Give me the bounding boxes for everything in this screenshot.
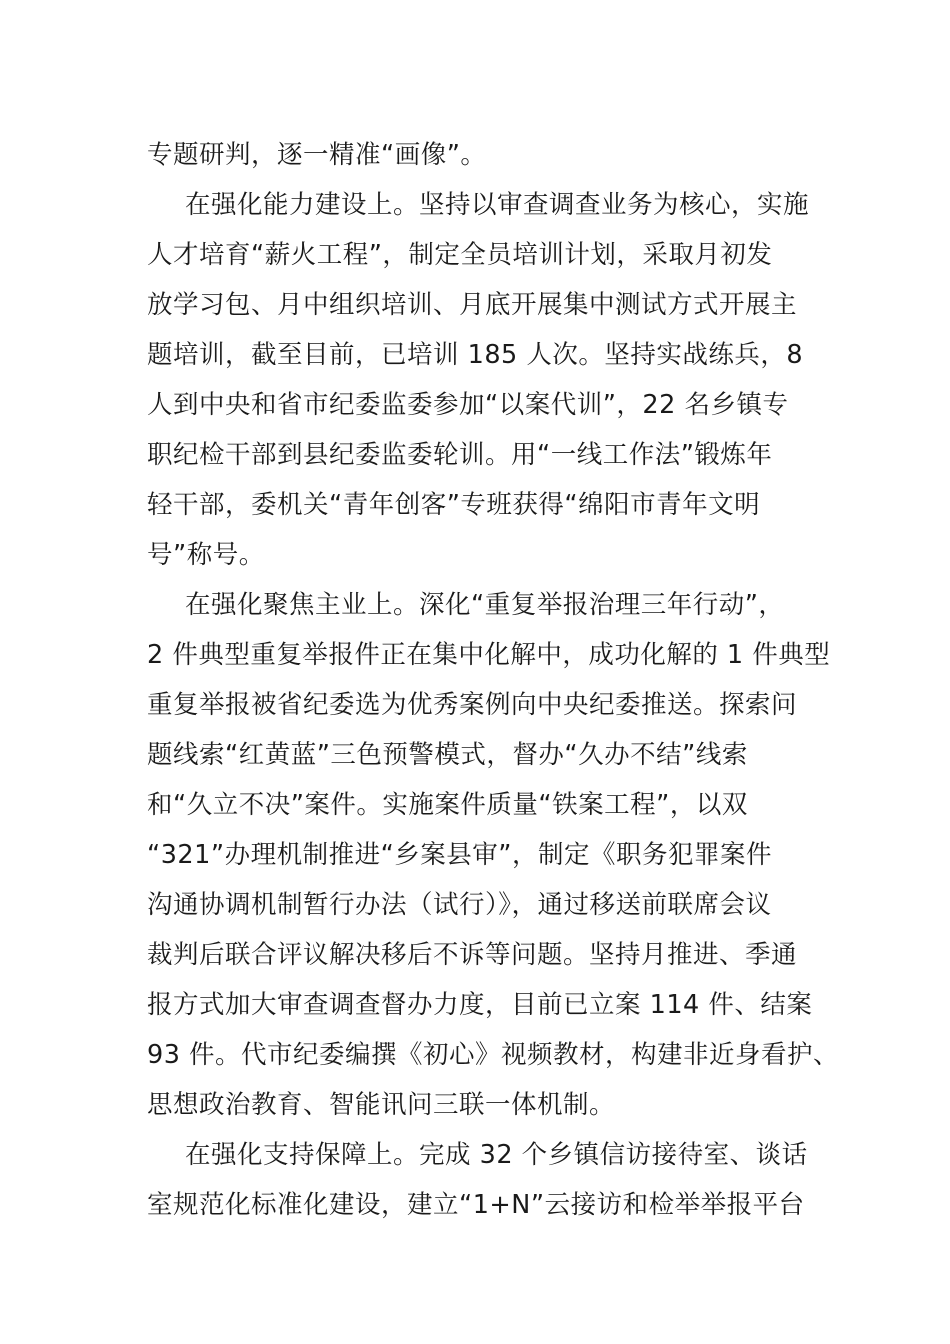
- text-line: 沟通协调机制暂行办法（试行）》，通过移送前联席会议: [147, 890, 772, 920]
- text-line: 专题研判，逐一精准“画像”。: [147, 140, 487, 170]
- text-line: 2 件典型重复举报件正在集中化解中，成功化解的 1 件典型: [147, 640, 831, 670]
- paragraph-start-line: 在强化聚焦主业上。深化“重复举报治理三年行动”，: [185, 590, 785, 620]
- text-line: 号”称号。: [147, 540, 265, 570]
- text-line: 放学习包、月中组织培训、月底开展集中测试方式开展主: [147, 290, 798, 320]
- text-line: 人才培育“薪火工程”，制定全员培训计划，采取月初发: [147, 240, 773, 270]
- text-line: “321”办理机制推进“乡案县审”，制定《职务犯罪案件: [147, 840, 773, 870]
- text-line: 人到中央和省市纪委监委参加“以案代训”，22 名乡镇专: [147, 390, 789, 420]
- text-line: 思想政治教育、智能讯问三联一体机制。: [147, 1090, 616, 1120]
- paragraph-start-line: 在强化支持保障上。完成 32 个乡镇信访接待室、谈话: [185, 1140, 808, 1170]
- text-line: 职纪检干部到县纪委监委轮训。用“一线工作法”锻炼年: [147, 440, 773, 470]
- text-line: 题培训，截至目前，已培训 185 人次。坚持实战练兵，8: [147, 340, 804, 370]
- text-line: 裁判后联合评议解决移后不诉等问题。坚持月推进、季通: [147, 940, 798, 970]
- text-line: 轻干部，委机关“青年创客”专班获得“绵阳市青年文明: [147, 490, 761, 520]
- text-line: 报方式加大审查调查督办力度，目前已立案 114 件、结案: [147, 990, 813, 1020]
- text-line: 93 件。代市纪委编撰《初心》视频教材，构建非近身看护、: [147, 1040, 840, 1070]
- text-line: 和“久立不决”案件。实施案件质量“铁案工程”，以双: [147, 790, 748, 820]
- paragraph-start-line: 在强化能力建设上。坚持以审查调查业务为核心，实施: [185, 190, 810, 220]
- text-line: 室规范化标准化建设，建立“1+N”云接访和检举举报平台: [147, 1190, 805, 1220]
- text-line: 题线索“红黄蓝”三色预警模式，督办“久办不结”线索: [147, 740, 748, 770]
- text-line: 重复举报被省纪委选为优秀案例向中央纪委推送。探索问: [147, 690, 798, 720]
